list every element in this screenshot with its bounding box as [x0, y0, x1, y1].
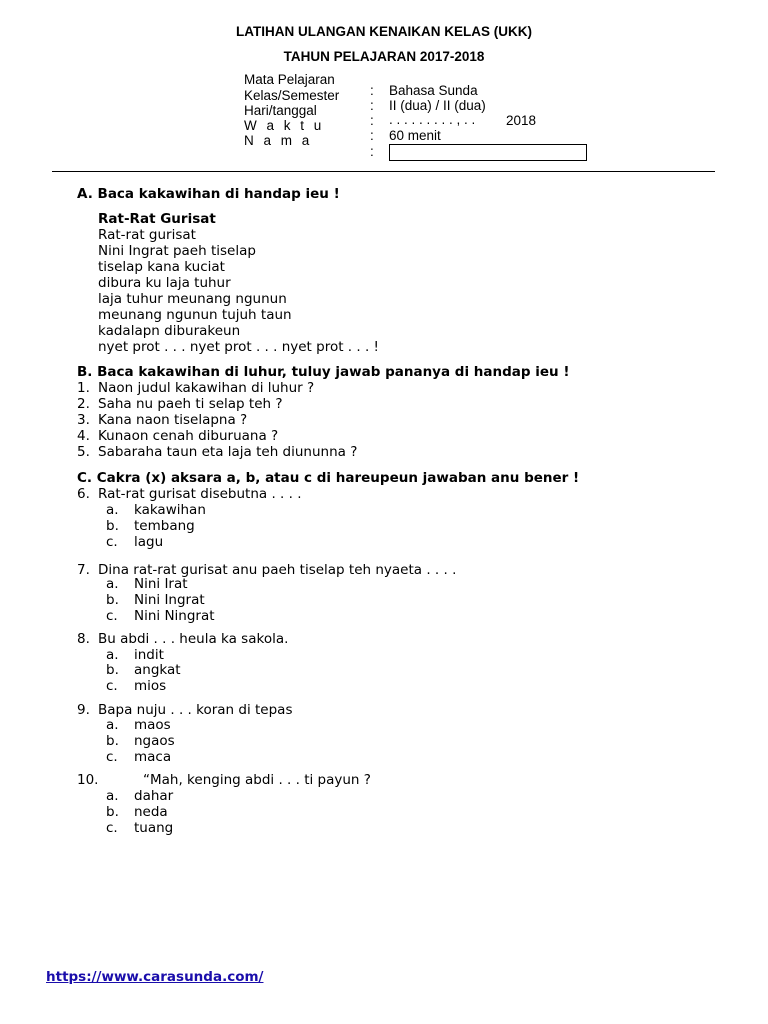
poem-title: Rat-Rat Gurisat — [98, 211, 216, 227]
label-time: W a k t u — [244, 118, 325, 133]
question-number: 9. — [77, 702, 90, 718]
question-text: Kunaon cenah diburuana ? — [98, 428, 279, 444]
question-text: Bapa nuju . . . koran di tepas — [98, 702, 293, 718]
option-text: maca — [134, 749, 172, 765]
poem-line: laja tuhur meunang ngunun — [98, 291, 287, 307]
option-letter: b. — [106, 804, 119, 820]
option-letter: a. — [106, 717, 119, 733]
option-letter: b. — [106, 592, 119, 608]
question-number: 3. — [77, 412, 90, 428]
question-number: 7. — [77, 562, 90, 578]
footer-link[interactable]: https://www.carasunda.com/ — [46, 969, 264, 985]
page-title: LATIHAN ULANGAN KENAIKAN KELAS (UKK) — [236, 24, 532, 39]
poem-line: dibura ku laja tuhur — [98, 275, 231, 291]
section-b-heading: B. Baca kakawihan di luhur, tuluy jawab pananya di handap ieu ! — [77, 364, 570, 380]
section-a-heading: A. Baca kakawihan di handap ieu ! — [77, 186, 340, 202]
question-number: 6. — [77, 486, 90, 502]
option-text: tuang — [134, 820, 174, 836]
option-text: Nini Ingrat — [134, 592, 205, 608]
option-letter: c. — [106, 820, 118, 836]
option-letter: a. — [106, 576, 119, 592]
colon-time: : — [370, 128, 374, 143]
option-text: neda — [134, 804, 168, 820]
poem-line: tiselap kana kuciat — [98, 259, 225, 275]
option-letter: c. — [106, 534, 118, 550]
question-number: 1. — [77, 380, 90, 396]
option-text: mios — [134, 678, 167, 694]
label-date: Hari/tanggal — [244, 103, 317, 118]
name-input-box[interactable] — [389, 144, 587, 161]
header-divider — [52, 171, 715, 172]
option-text: angkat — [134, 662, 181, 678]
option-letter: b. — [106, 518, 119, 534]
option-letter: b. — [106, 662, 119, 678]
academic-year: TAHUN PELAJARAN 2017-2018 — [283, 49, 485, 64]
question-number: 5. — [77, 444, 90, 460]
label-subject: Mata Pelajaran — [244, 72, 335, 87]
option-text: lagu — [134, 534, 164, 550]
option-letter: b. — [106, 733, 119, 749]
question-text: Sabaraha taun eta laja teh diununna ? — [98, 444, 358, 460]
question-text: Saha nu paeh ti selap teh ? — [98, 396, 283, 412]
option-text: maos — [134, 717, 171, 733]
question-number: 8. — [77, 631, 90, 647]
option-text: dahar — [134, 788, 174, 804]
colon-class: : — [370, 98, 374, 113]
colon-name: : — [370, 144, 374, 159]
question-number: 2. — [77, 396, 90, 412]
label-name: N a m a — [244, 133, 313, 148]
question-text: Rat-rat gurisat disebutna . . . . — [98, 486, 302, 502]
question-text: Naon judul kakawihan di luhur ? — [98, 380, 315, 396]
section-c-heading: C. Cakra (x) aksara a, b, atau c di hareupeun jawaban anu bener ! — [77, 470, 580, 486]
option-text: kakawihan — [134, 502, 206, 518]
value-date-year: 2018 — [506, 113, 537, 128]
question-number: 4. — [77, 428, 90, 444]
value-date-dots: . . . . . . . . . , . . — [389, 112, 476, 127]
value-class: II (dua) / II (dua) — [389, 98, 486, 113]
option-text: Nini Irat — [134, 576, 188, 592]
question-text: “Mah, kenging abdi . . . ti payun ? — [143, 772, 371, 788]
poem-line: Nini Ingrat paeh tiselap — [98, 243, 256, 259]
question-number: 10. — [77, 772, 99, 788]
option-letter: c. — [106, 608, 118, 624]
poem-line: Rat-rat gurisat — [98, 227, 196, 243]
option-letter: a. — [106, 788, 119, 804]
option-text: tembang — [134, 518, 195, 534]
colon-date: : — [370, 113, 374, 128]
poem-line: meunang ngunun tujuh taun — [98, 307, 292, 323]
question-text: Bu abdi . . . heula ka sakola. — [98, 631, 289, 647]
question-text: Dina rat-rat gurisat anu paeh tiselap teh nyaeta . . . . — [98, 562, 457, 578]
question-text: Kana naon tiselapna ? — [98, 412, 248, 428]
option-letter: a. — [106, 647, 119, 663]
poem-line: kadalapn diburakeun — [98, 323, 241, 339]
option-letter: a. — [106, 502, 119, 518]
option-text: ngaos — [134, 733, 175, 749]
colon-subject: : — [370, 83, 374, 98]
option-text: indit — [134, 647, 164, 663]
value-time: 60 menit — [389, 128, 441, 143]
option-letter: c. — [106, 678, 118, 694]
value-subject: Bahasa Sunda — [389, 83, 478, 98]
poem-line: nyet prot . . . nyet prot . . . nyet prot . . . ! — [98, 339, 379, 355]
option-letter: c. — [106, 749, 118, 765]
label-class: Kelas/Semester — [244, 88, 340, 103]
option-text: Nini Ningrat — [134, 608, 215, 624]
